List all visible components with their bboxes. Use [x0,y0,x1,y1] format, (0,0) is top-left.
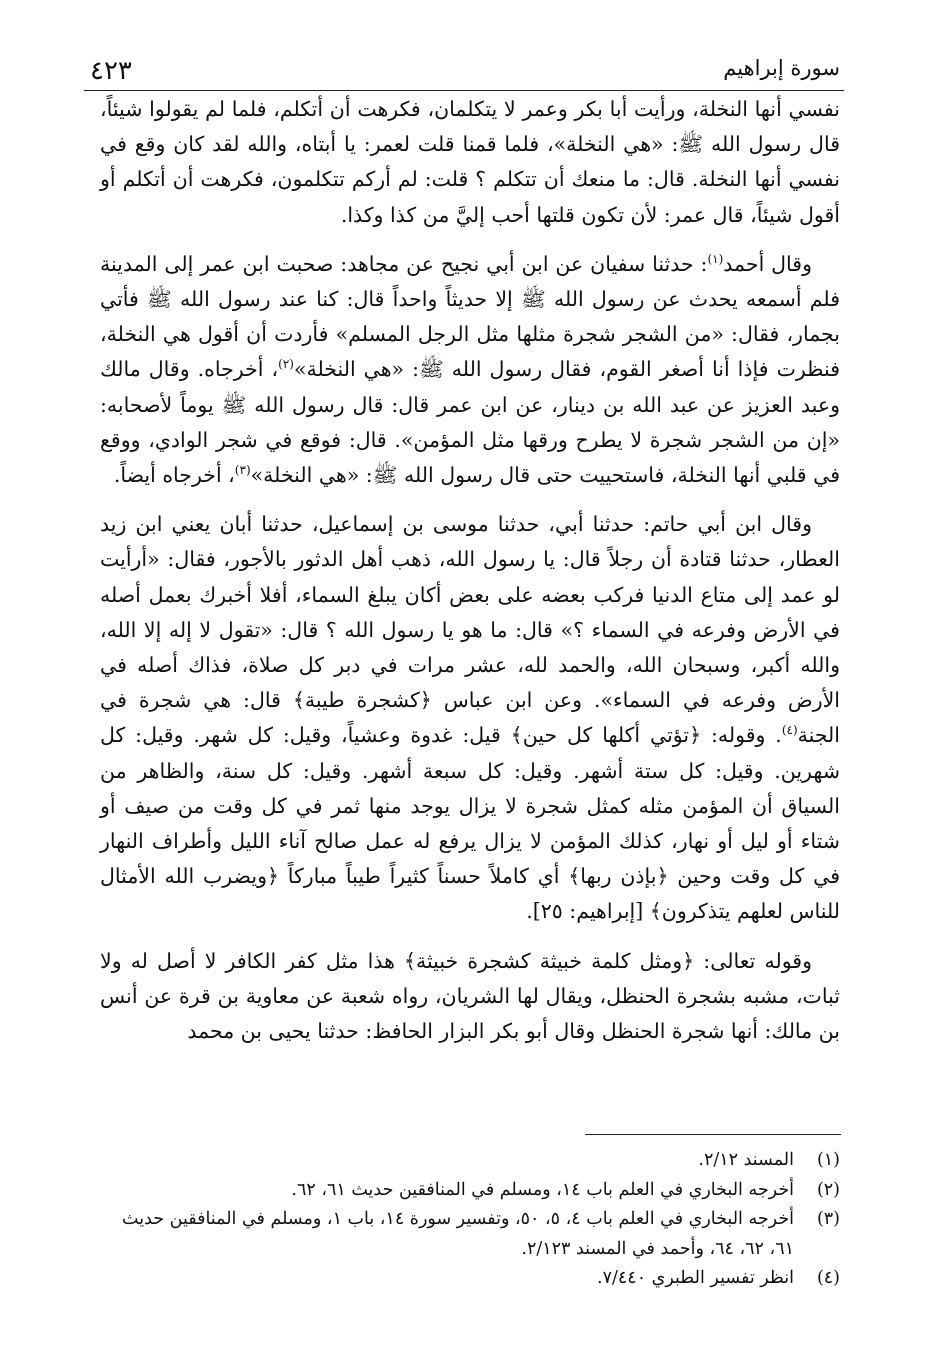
paragraph-2-part-2: : حدثنا سفيان عن ابن أبي نجيح عن مجاهد: صحبت ابن عمر إلى المدينة فلم أسمعه يحدث عن رسول الله ﷺ إلا حديثاً واحداً قال: كنا عند رسول الله ﷺ فأتي بجمار، فقال: «من الشجر شجرة مثلها مثل الرجل المسلم» فأردت أن أقول هي النخلة، فنظرت فإذا أنا أصغر القوم، فقال رسول الله ﷺ: «هي النخلة» [100,251,840,382]
footnotes [100,1146,840,1294]
footnote-3 [100,1205,840,1264]
footnote-separator [585,1134,841,1135]
paragraph-2 [100,247,840,493]
paragraph-4: وقوله تعالى: ﴿ومثل كلمة خبيثة كشجرة خبيثة﴾ هذا مثل كفر الكافر لا أصل له ولا ثبات، مشبه بشجرة الحنظل، ويقال لها الشريان، رواه شعبة عن معاوية بن قرة عن أنس بن مالك: أنها شجرة الحنظل وقال أبو بكر البزار الحافظ: حدثنا يحيى بن محمد [100,948,840,1044]
paragraph-3-part-1: وقال ابن أبي حاتم: حدثنا أبي، حدثنا موسى بن إسماعيل، حدثنا أبان يعني ابن زيد العطار، حدثنا قتادة أن رجلاً قال: يا رسول الله، ذهب أهل الدثور بالأجور، فقال: «أرأيت لو عمد إلى متاع الدنيا فركب بعضه على بعض أكان يبلغ السماء، أفلا أخبرك بعمل أصله في الأرض وفرعه في السماء ؟» قال: ما هو يا رسول الله ؟ قال: «تقول لا إله إلا الله، والله أكبر، وسبحان الله، والحمد لله، عشر مرات في دبر كل صلاة، فذاك أصله في الأرض وفرعه في السماء». وعن ابن عباس ﴿كشجرة طيبة﴾ قال: هي شجرة في الجنة [100,512,840,748]
footnote-ref-1: (١) [707,251,724,266]
footnote-ref-3: (٣) [234,463,251,478]
page-header [84,50,844,91]
footnote-text: المسند ٢/١٢. [698,1150,794,1170]
main-text [100,92,840,1063]
footnote-ref-2: (٢) [278,357,294,372]
paragraph-2-part-1: وقال أحمد [723,251,812,276]
footnote-number: (٢) [816,1179,840,1200]
footnote-number: (١) [816,1150,840,1170]
paragraph-2-part-4: ، أخرجاه أيضاً. [113,463,235,488]
paragraph-2-part-3: ، أخرجاه. وقال مالك وعبد العزيز عن عبد الله بن دينار، عن ابن عمر قال: قال رسول الله ﷺ يوماً لأصحابه: «إن من الشجر شجرة لا يطرح ورقها مثل المؤمن». قال: فوقع في شجر الوادي، ووقع في قلبي أنها النخلة، فاستحييت حتى قال رسول الله ﷺ: «هي النخلة» [100,357,840,488]
footnote-ref-4: (٤) [781,723,798,738]
page-number: ٤٢٣ [90,56,132,86]
footnote-text: أخرجه البخاري في العلم باب ٤، ٥، ٥٠، وتفسير سورة ١٤، باب ١، ومسلم في المنافقين حديث ٦١، ٦٢، ٦٤، وأحمد في المسند ٢/١٢٣. [122,1209,794,1259]
paragraph-3-part-2: . وقوله: ﴿تؤتي أكلها كل حين﴾ قيل: غدوة وعشياً، وقيل: كل شهر. وقيل: كل شهرين. وقيل: كل ستة أشهر. وقيل: كل سبعة أشهر. وقيل: كل سنة، والظاهر من السياق أن المؤمن مثله كمثل شجرة لا يزال يوجد منها ثمر في كل وقت من صيف أو شتاء أو ليل أو نهار، كذلك المؤمن لا يزال يرفع له عمل صالح آناء الليل وأطراف النهار في كل وقت وحين ﴿بإذن ربها﴾ أي كاملاً حسناً كثيراً طيباً مباركاً ﴿ويضرب الله الأمثال للناس لعلهم يتذكرون﴾ [إبراهيم: ٢٥]. [100,723,840,924]
footnote-number: (٤) [816,1268,840,1288]
footnote-number: (٣) [816,1209,840,1229]
footnote-text: أخرجه البخاري في العلم باب ١٤، ومسلم في المنافقين حديث ٦١، ٦٢. [291,1179,794,1200]
footnote-2 [100,1176,840,1206]
surah-title: سورة إبراهيم [723,56,840,80]
footnote-4 [100,1264,840,1294]
paragraph-3 [100,507,840,929]
footnote-text: انظر تفسير الطبري ٧/٤٤٠. [597,1268,794,1288]
footnote-1 [100,1146,840,1176]
paragraph-1: نفسي أنها النخلة، ورأيت أبا بكر وعمر لا يتكلمان، فكرهت أن أتكلم، فلما لم يقولوا شيئاً، قال رسول الله ﷺ: «هي النخلة»، فلما قمنا قلت لعمر: يا أبتاه، والله لقد كان وقع في نفسي أنها النخلة. قال: ما منعك أن تتكلم ؟ قلت: لم أركم تتكلمون، فكرهت أن أتكلم أو أقول شيئاً، قال عمر: لأن تكون قلتها أحب إليَّ من كذا وكذا. [100,97,840,227]
